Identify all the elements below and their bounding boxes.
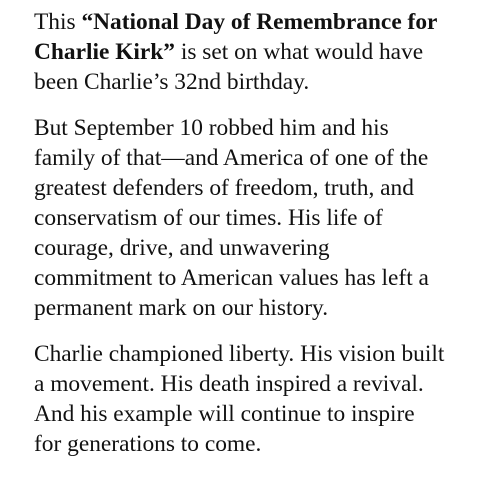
paragraph-september: But September 10 robbed him and his family of that—and America of one of the greatest defenders of freedom, truth, and conservatism of our times. His life of courage, drive, and unwavering commitment to American values has left a permanent mark on our history. [34,115,429,321]
paragraph-intro [34,7,484,97]
intro-emphasis-text: “National Day of Remembrance for Charlie Kirk” [34,9,438,65]
document-body [34,7,484,459]
paragraph-legacy: Charlie championed liberty. His vision built a movement. His death inspired a revival. And his example will continue to inspire for generations to come. [34,341,445,457]
intro-trail-text: is set on what would have been Charlie’s 32nd birthday. [34,39,424,95]
intro-lead-text: This [34,9,82,35]
